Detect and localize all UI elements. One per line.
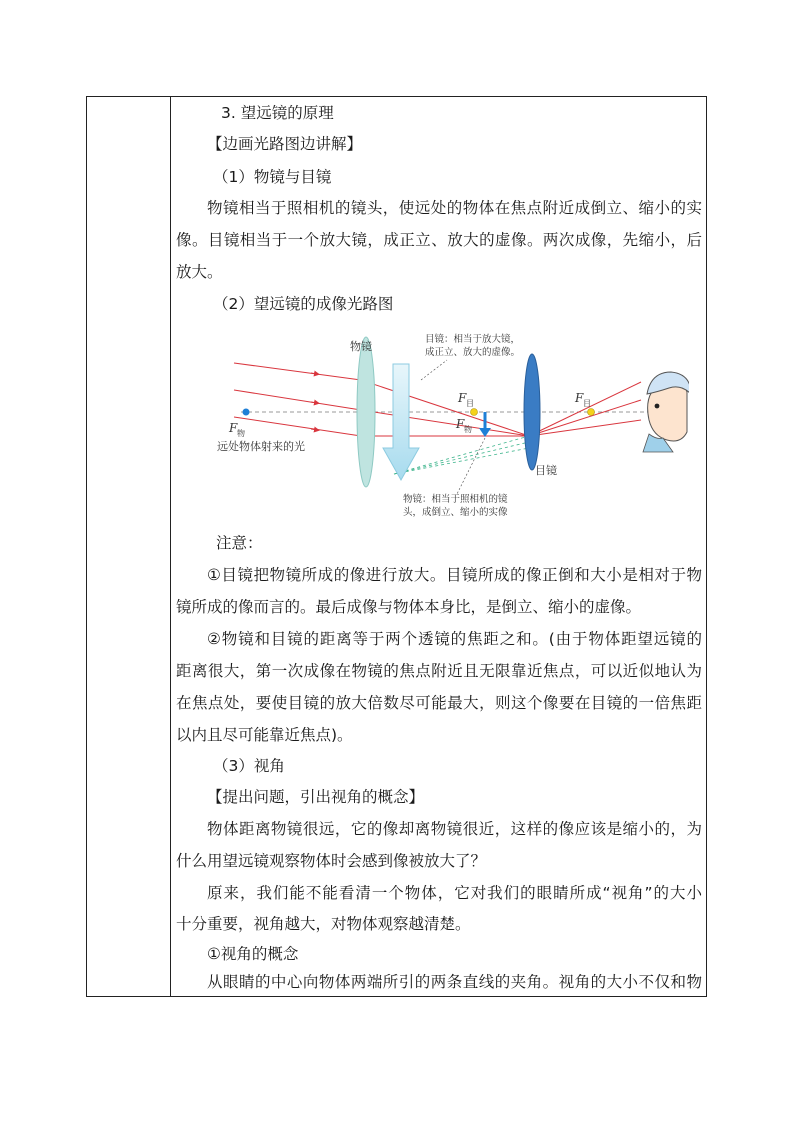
note-2-line-2: 距离很大，第一次成像在物镜的焦点附近且无限靠近焦点，可以近似地认为 <box>176 662 702 680</box>
label-f-objective: F <box>229 421 238 435</box>
paragraph-3-line-2: 什么用望远镜观察物体时会感到像被放大了？ <box>176 852 487 870</box>
subheading-4: ①视角的概念 <box>207 945 299 963</box>
eyepiece-focus-point-right <box>588 409 595 416</box>
incoming-ray-2 <box>234 390 361 410</box>
label-f-image-sub: 物 <box>464 425 472 434</box>
eyepiece-lens <box>524 354 540 470</box>
label-f-objective-sub: 物 <box>237 429 245 438</box>
left-column-cell <box>87 97 171 996</box>
eyepiece-focus-point <box>471 409 478 416</box>
objective-lens <box>357 337 375 487</box>
subheading-1: （1）物镜与目镜 <box>213 168 332 186</box>
note-1-line-1: ①目镜把物镜所成的像进行放大。目镜所成的像正倒和大小是相对于物 <box>207 566 702 584</box>
bracket-note-2: 【提出问题，引出视角的概念】 <box>207 788 425 806</box>
label-f-eyepiece-left: F <box>458 391 467 405</box>
subheading-3: （3）视角 <box>213 757 285 775</box>
virtual-ray-2 <box>394 442 529 474</box>
paragraph-5-line-1: 从眼睛的中心向物体两端所引的两条直线的夹角。视角的大小不仅和物 <box>207 973 702 991</box>
label-f-image: F <box>456 417 465 431</box>
incoming-ray-3 <box>234 417 361 436</box>
bracket-note-1: 【边画光路图边讲解】 <box>207 135 363 153</box>
label-objective: 物镜 <box>350 340 372 353</box>
section-heading: 3. 望远镜的原理 <box>221 104 334 122</box>
label-f-eyepiece-right-sub: 目 <box>583 399 591 408</box>
paragraph-3-line-1: 物体距离物镜很远，它的像却离物镜很近，这样的像应该是缩小的，为 <box>207 820 702 838</box>
label-incoming-light: 远处物体射来的光 <box>217 440 305 453</box>
note-2-line-1: ②物镜和目镜的距离等于两个透镜的焦距之和。(由于物体距望远镜的 <box>207 630 702 648</box>
label-eyepiece: 目镜 <box>535 464 557 477</box>
note-2-line-3: 在焦点处，要使目镜的放大倍数尽可能最大，则这个像要在目镜的一倍焦距 <box>176 694 702 712</box>
note-1-line-2: 镜所成的像而言的。最后成像与物体本身比，是倒立、缩小的虚像。 <box>176 598 642 616</box>
note-label: 注意： <box>216 534 263 552</box>
refracted-ray-2 <box>361 410 529 436</box>
objective-focus-point <box>243 409 250 416</box>
paragraph-1-line-1: 物镜相当于照相机的镜头，使远处的物体在焦点附近成倒立、缩小的实 <box>207 199 702 217</box>
paragraph-4-line-1: 原来，我们能不能看清一个物体，它对我们的眼睛所成“视角”的大小 <box>207 884 702 902</box>
callout-eyepiece-line-1: 目镜：相当于放大镜， <box>425 334 521 345</box>
telescope-ray-diagram <box>129 324 689 524</box>
callout-objective-line-2: 头，成倒立、缩小的实像 <box>403 507 508 518</box>
subheading-2: （2）望远镜的成像光路图 <box>213 295 394 313</box>
label-f-eyepiece-right: F <box>575 391 584 405</box>
virtual-image-arrow <box>383 364 419 480</box>
note-2-line-4: 以内且尽可能靠近焦点)。 <box>176 726 353 744</box>
paragraph-1-line-2: 像。目镜相当于一个放大镜，成正立、放大的虚像。两次成像，先缩小，后 <box>176 231 702 249</box>
callout-eyepiece-line-2: 成正立、放大的虚像。 <box>425 347 521 358</box>
observer-face-icon <box>643 372 689 452</box>
label-f-eyepiece-left-sub: 目 <box>466 399 474 408</box>
incoming-ray-1 <box>234 363 361 380</box>
refracted-ray-1 <box>361 380 529 436</box>
callout-objective-line-1: 物镜：相当于照相机的镜 <box>403 494 508 505</box>
paragraph-1-line-3: 放大。 <box>176 263 223 281</box>
paragraph-4-line-2: 十分重要，视角越大，对物体观察越清楚。 <box>176 915 471 933</box>
